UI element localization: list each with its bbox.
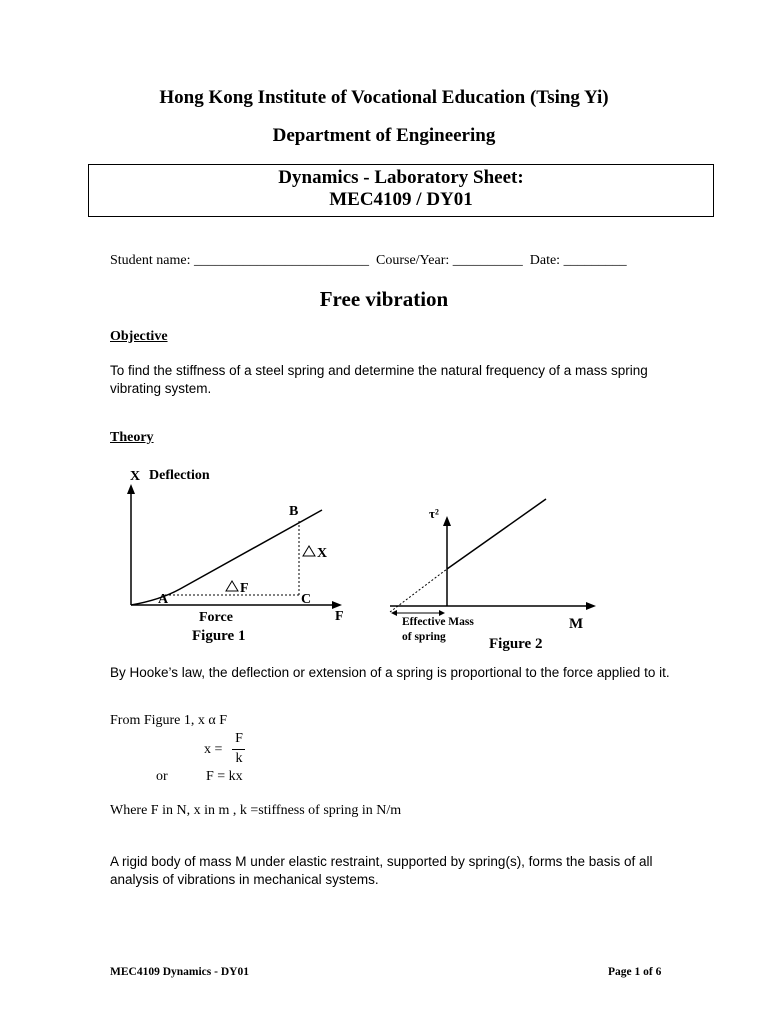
equation-x-lhs: x =: [204, 742, 223, 757]
objective-text: To find the stiffness of a steel spring and determine the natural frequency of a mass spring vibrating system.: [110, 363, 648, 396]
fig2-effective-mass-line2: of spring: [402, 631, 446, 643]
hooke-law-text: By Hooke’s law, the deflection or extension of a spring is proportional to the force applied to it.: [110, 665, 670, 680]
figure-2-tau-mass-graph: [385, 490, 610, 655]
fig1-delta-x-icon: [303, 546, 315, 556]
fig2-x-arrow-icon: [586, 602, 596, 610]
course-year-field: Course/Year: __________: [376, 253, 523, 268]
fig2-span-left-arrow-icon: [391, 610, 397, 616]
theory-heading: Theory: [110, 430, 154, 445]
fig1-delta-x-label: X: [317, 546, 328, 561]
sheet-code: MEC4109 / DY01: [329, 189, 473, 210]
fig1-y-axis-title: Deflection: [149, 468, 210, 483]
fig2-y-arrow-icon: [443, 516, 451, 526]
student-name-field: Student name: _________________________: [110, 253, 369, 268]
fig1-point-b: B: [289, 504, 299, 519]
sheet-title-box: [88, 164, 714, 217]
fig1-point-c: C: [301, 592, 312, 607]
fig1-delta-f-label: F: [240, 581, 249, 596]
objective-heading: Objective: [110, 329, 168, 344]
fig2-tau-mass-line: [447, 499, 546, 569]
equation-or: or: [156, 769, 168, 784]
fig2-y-axis-label: τ²: [429, 506, 439, 521]
date-field: Date: _________: [529, 253, 627, 268]
fig2-x-axis-label: M: [569, 616, 584, 632]
institute-heading: Hong Kong Institute of Vocational Education (Tsing Yi): [159, 87, 609, 108]
fig1-y-arrow-icon: [127, 484, 135, 494]
figure-2-caption: Figure 2: [489, 636, 543, 652]
fig2-effective-mass-line1: Effective Mass: [402, 616, 474, 628]
equation-fraction-denominator: k: [235, 751, 243, 766]
fig1-point-a: A: [158, 592, 169, 607]
equation-fraction-numerator: F: [235, 731, 243, 746]
page-title: Free vibration: [319, 287, 449, 311]
equation-intro: From Figure 1, x α F: [110, 713, 228, 728]
fig1-x-axis-label: F: [335, 609, 344, 624]
fig1-y-axis-label: X: [130, 469, 141, 484]
figure-1-deflection-graph: [110, 460, 370, 650]
fig1-delta-f-icon: [226, 581, 238, 591]
fig1-x-arrow-icon: [332, 601, 342, 609]
units-definition-text: Where F in N, x in m , k =stiffness of spring in N/m: [110, 803, 402, 818]
student-info-line: [110, 253, 627, 269]
fig1-x-axis-title: Force: [199, 610, 233, 625]
footer-course-code: MEC4109 Dynamics - DY01: [110, 966, 249, 978]
footer-page-number: Page 1 of 6: [608, 966, 662, 978]
department-heading: Department of Engineering: [272, 125, 496, 146]
rigid-body-text: A rigid body of mass M under elastic restraint, supported by spring(s), forms the basis of all analysis of vibrations in mechanical systems.: [110, 854, 653, 887]
figure-1-caption: Figure 1: [192, 628, 246, 644]
sheet-title: Dynamics - Laboratory Sheet:: [278, 167, 524, 188]
equation-f-kx: F = kx: [206, 769, 243, 784]
equation-fraction-bar: [232, 749, 245, 750]
